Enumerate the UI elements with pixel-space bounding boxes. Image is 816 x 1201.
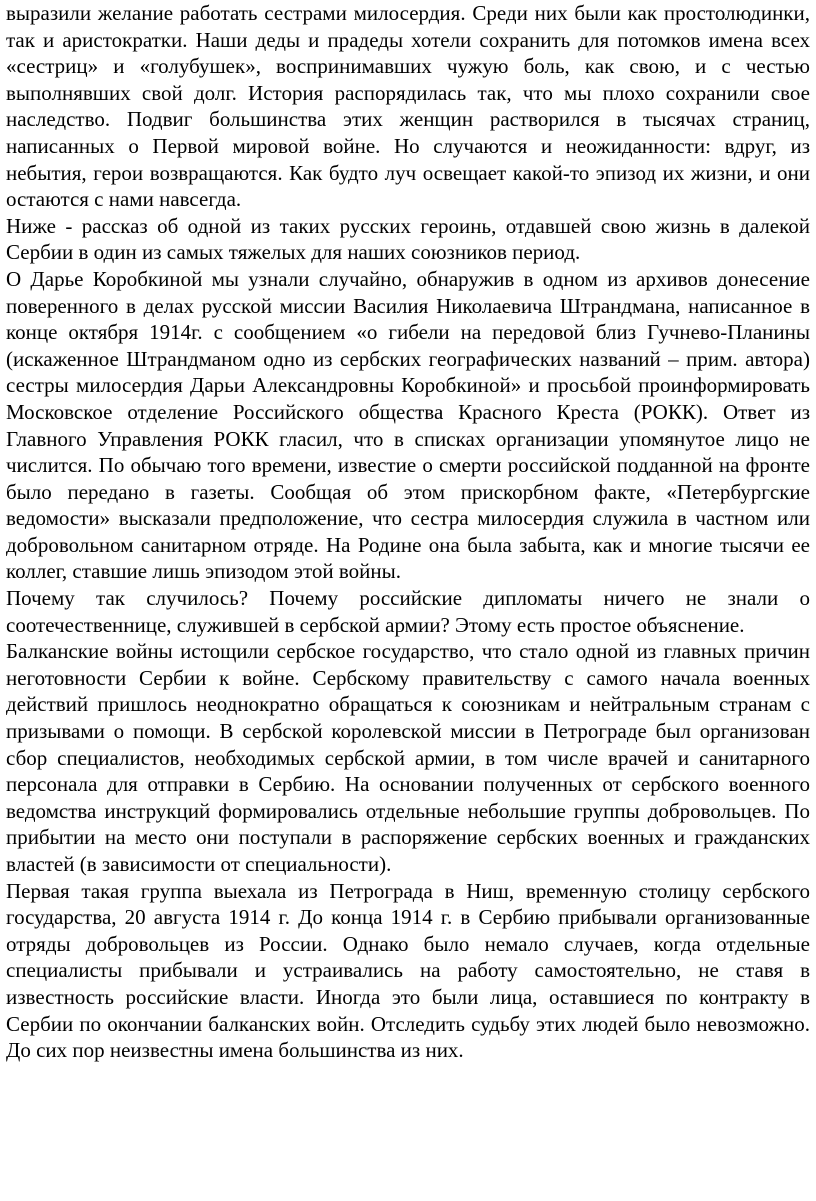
paragraph-heroine-intro: Ниже - рассказ об одной из таких русских героинь, отдавшей свою жизнь в далекой Сербии в один из самых тяжелых для наших союзников период. xyxy=(6,213,810,265)
paragraph-why-question: Почему так случилось? Почему российские дипломаты ничего не знали о соотечественнице, служившей в сербской армии? Этому есть простое объяснение. xyxy=(6,586,810,637)
paragraph-balkan-wars: Балканские войны истощили сербское государство, что стало одной из главных причин неготовности Сербии к войне. Сербскому правительству с самого начала военных действий пришлось неоднократно обращаться к союзникам и нейтральным странам с призывами о помощи. В сербской королевской миссии в Петрограде был организован сбор специалистов, необходимых сербской армии, в том числе врачей и санитарного персонала для отправки в Сербию. На основании полученных от сербского военного ведомства инструкций формировались отдельные небольшие группы добровольцев. По прибытии на место они поступали в распоряжение сербских военных и гражданских властей (в зависимости от специальности). xyxy=(6,639,810,876)
paragraph-korobkina-report: О Дарье Коробкиной мы узнали случайно, обнаружив в одном из архивов донесение поверенного в делах русской миссии Василия Николаевича Штрандмана, написанное в конце октября 1914г. с сообщением «о гибели на передовой близ Гучнево-Планины (искаженное Штрандманом одно из сербских географических названий – прим. автора) сестры милосердия Дарьи Александровны Коробкиной» и просьбой проинформировать Московское отделение Российского общества Красного Креста (РОКК). Ответ из Главного Управления РОКК гласил, что в списках организации упомянутое лицо не числится. По обычаю того времени, известие о смерти российской подданной на фронте было передано в газеты. Сообщая об этом прискорбном факте, «Петербургские ведомости» высказали предположение, что сестра милосердия служила в частном или добровольном санитарном отряде. На Родине она была забыта, как и многие тысячи ее коллег, ставшие лишь эпизодом этой войны. xyxy=(6,266,810,584)
paragraph-first-group: Первая такая группа выехала из Петрограда в Ниш, временную столицу сербского государства, 20 августа 1914 г. До конца 1914 г. в Сербию прибывали организованные отряды добровольцев из России. Однако было немало случаев, когда отдельные специалисты прибывали и устраивались на работу самостоятельно, не ставя в известность российские власти. Иногда это были лица, оставшиеся по контракту в Сербии по окончании балканских войн. Отследить судьбу этих людей было невозможно. До сих пор неизвестны имена большинства из них. xyxy=(6,878,810,1063)
paragraph-nurses-intro: выразили желание работать сестрами милосердия. Среди них были как простолюдинки, так и аристократки. Наши деды и прадеды хотели сохранить для потомков имена всех «сестриц» и «голубушек», воспринимавших чужую боль, как свою, и с честью выполнявших свой долг. История распорядилась так, что мы плохо сохранили свое наследство. Подвиг большинства этих женщин растворился в тысячах страниц, написанных о Первой мировой войне. Но случаются и неожиданности: вдруг, из небытия, герои возвращаются. Как будто луч освещает какой-то эпизод их жизни, и они остаются с нами навсегда. xyxy=(6,1,810,212)
